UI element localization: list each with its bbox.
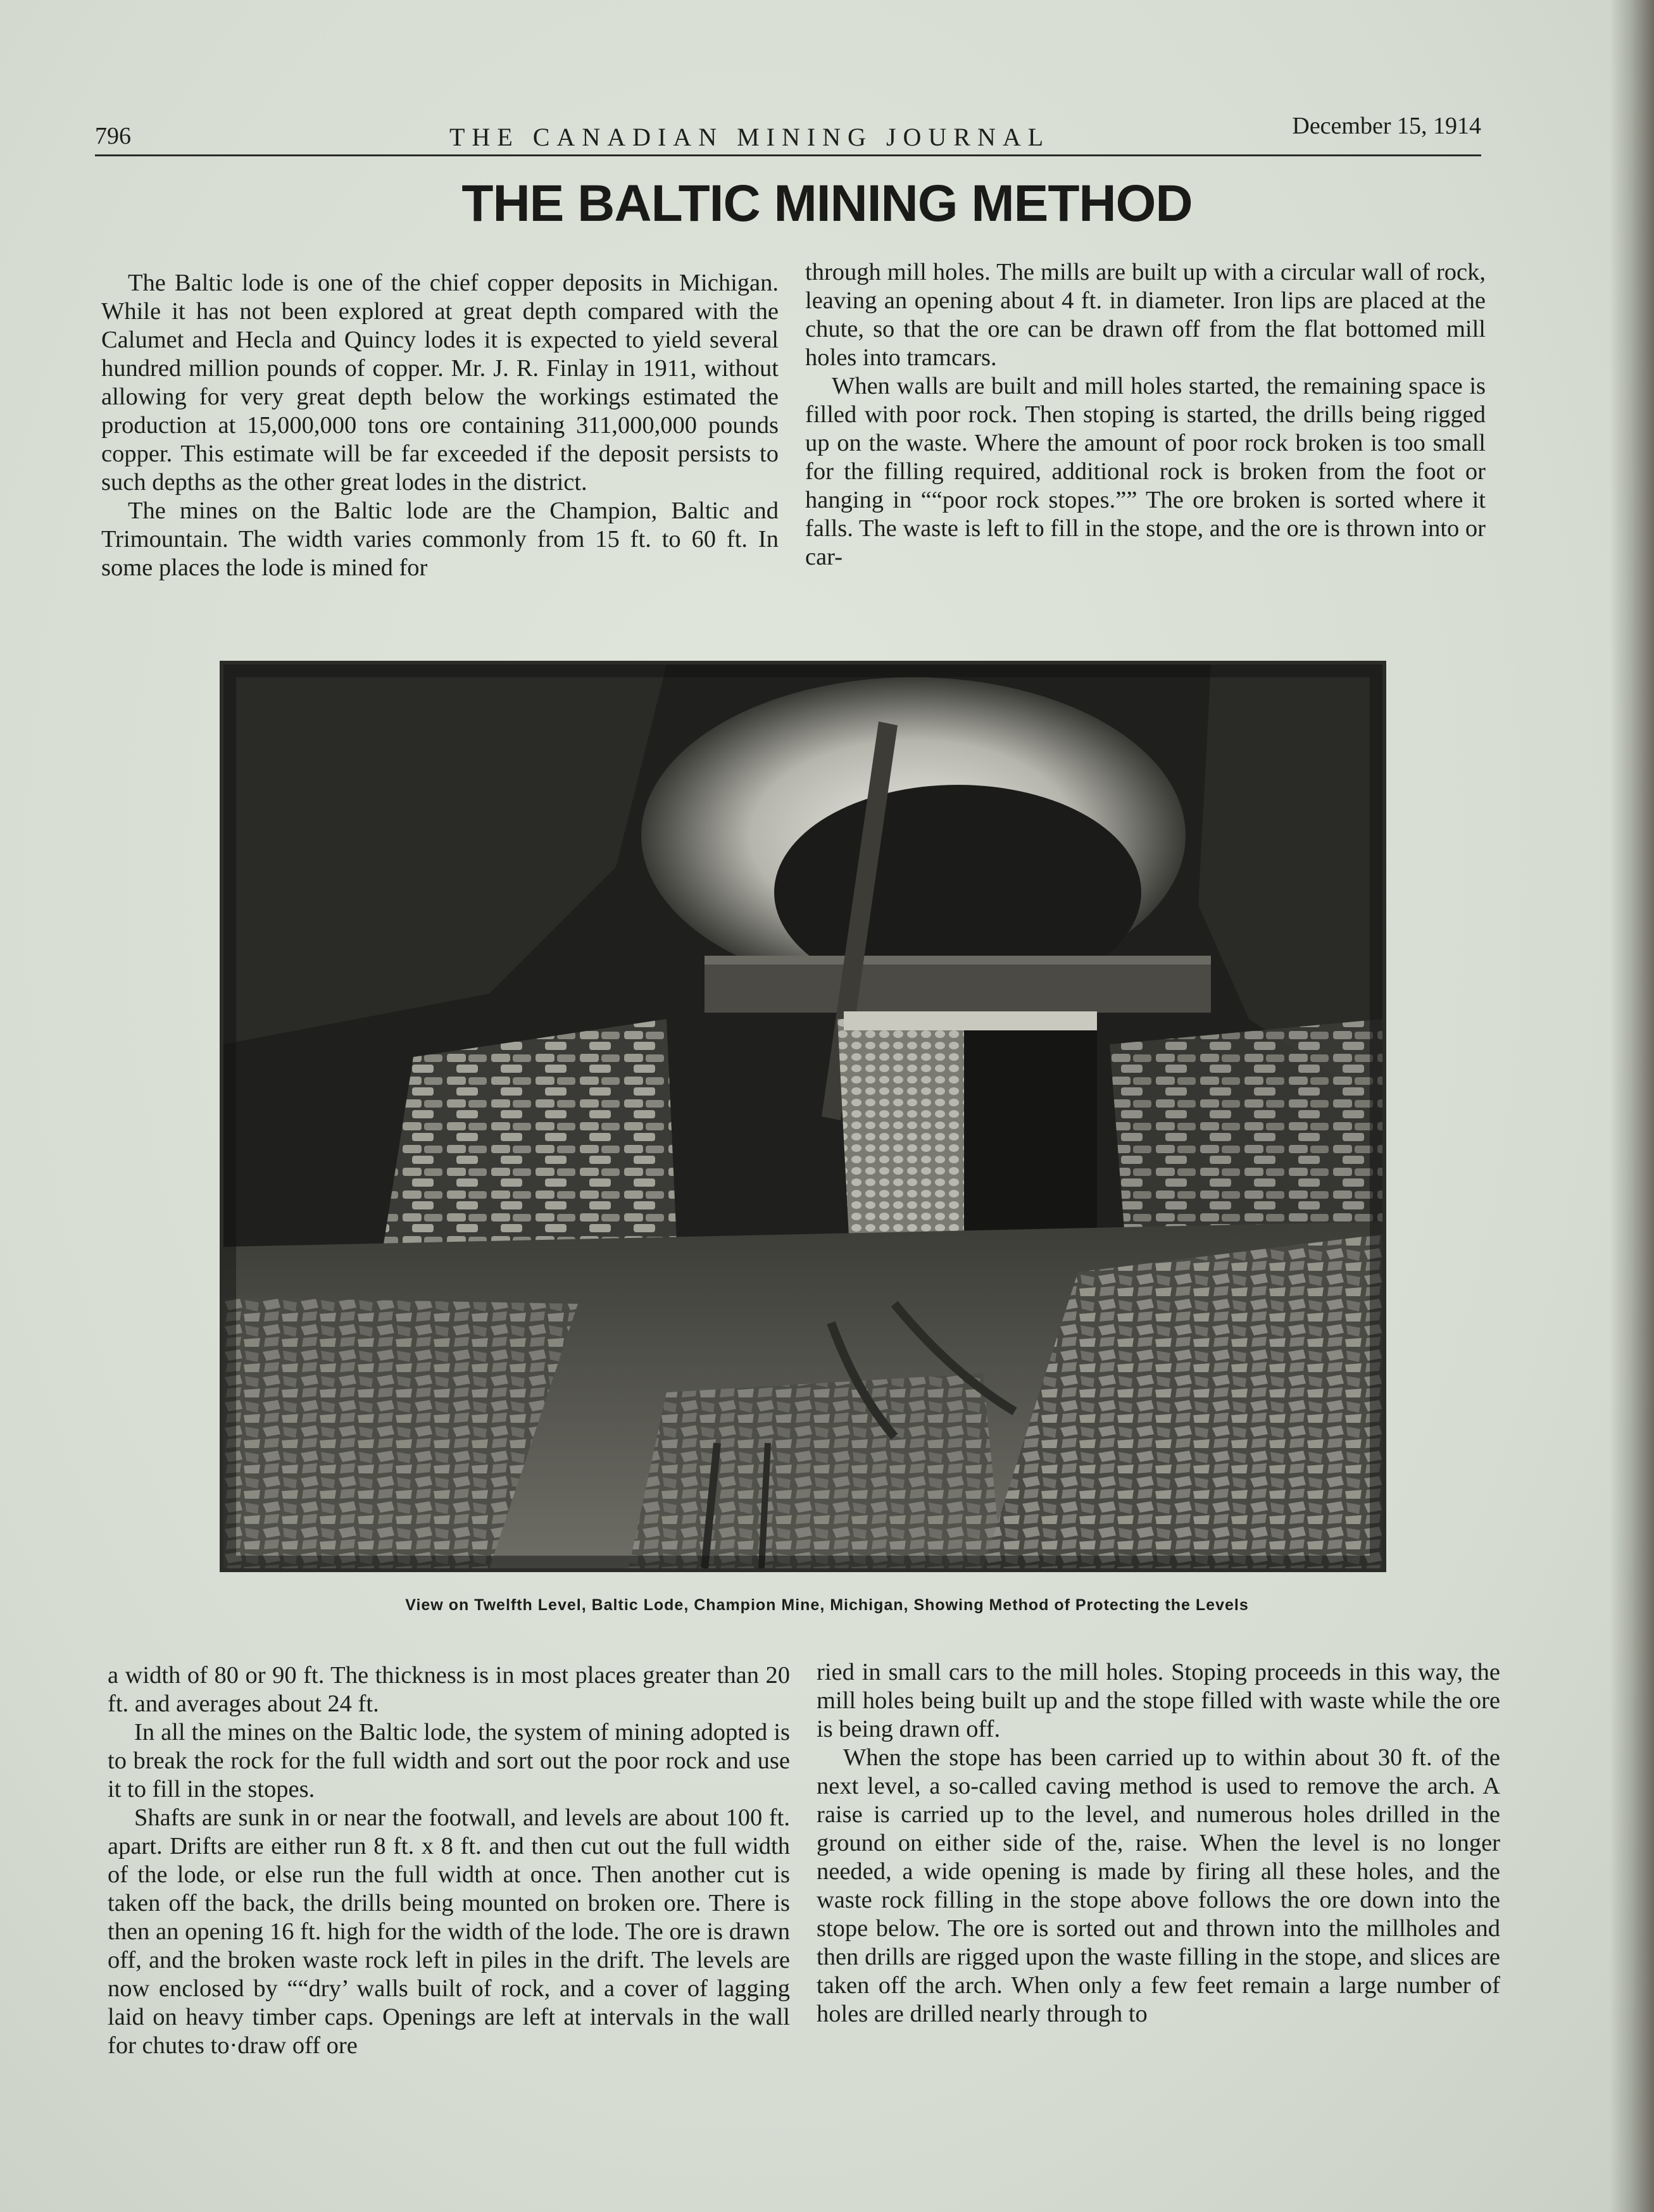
book-spine-shadow (1610, 0, 1654, 2212)
photo-illustration (223, 665, 1382, 1568)
article-title: THE BALTIC MINING METHOD (461, 175, 1193, 232)
column-top-right (805, 258, 1486, 572)
paragraph: When walls are built and mill holes started, the remaining space is filled with poor rock. Then stoping is started, the drills being rigged up on the waste. Where the amount of poor rock broken is too small for the filling required, additional rock is broken from the foot or hanging in ““poor rock stopes.”” The ore broken is sorted where it falls. The waste is left to fill in the stope, and the ore is thrown into or car- (805, 373, 1486, 570)
column-bottom-left (108, 1661, 790, 2060)
paragraph: through mill holes. The mills are built up with a circular wall of rock, leaving an opening about 4 ft. in diameter. Iron lips are placed at the chute, so that the ore can be drawn off from the flat bottomed mill holes into tramcars. (805, 259, 1486, 371)
paragraph: Shafts are sunk in or near the footwall, and levels are about 100 ft. apart. Drifts are either run 8 ft. x 8 ft. and then cut out the full width of the lode, or else run the full width at once. Then another cut is taken off the back, the drills being mounted on broken ore. There is then an opening 16 ft. high for the width of the lode. The ore is drawn off, and the broken waste rock left in piles in the drift. The levels are now enclosed by ““dry’ walls built of rock, and a cover of lagging laid on heavy timber caps. Openings are left at intervals in the wall for chutes to·draw off ore (108, 1804, 790, 2059)
paragraph: In all the mines on the Baltic lode, the system of mining adopted is to break the rock for the full width and sort out the poor rock and use it to fill in the stopes. (108, 1719, 790, 1803)
column-bottom-right (817, 1658, 1500, 2028)
paragraph: ried in small cars to the mill holes. Stoping proceeds in this way, the mill holes being built up and the stope filled with waste while the ore is being drawn off. (817, 1659, 1500, 1742)
header-rule (95, 154, 1481, 156)
paragraph: When the stope has been carried up to within about 30 ft. of the next level, a so-called caving method is used to remove the arch. A raise is carried up to the level, and numerous holes drilled in the ground on either side of the, raise. When the level is no longer needed, a wide opening is made by firing all these holes, and the waste rock filling in the stope above follows the ore down into the stope below. The ore is sorted out and thrown into the millholes and then drills are rigged upon the waste filling in the stope, and slices are taken off the arch. When only a few feet remain a large number of holes are drilled nearly through to (817, 1744, 1500, 2027)
photo-caption: View on Twelfth Level, Baltic Lode, Champion Mine, Michigan, Showing Method of Protecting the Levels (405, 1596, 1249, 1614)
running-header (95, 111, 1481, 155)
page-number: 796 (95, 123, 131, 149)
journal-title: THE CANADIAN MINING JOURNAL (449, 123, 1051, 151)
mine-level-photograph (220, 661, 1386, 1572)
paragraph: a width of 80 or 90 ft. The thickness is in most places greater than 20 ft. and averages about 24 ft. (108, 1662, 790, 1717)
paragraph: The mines on the Baltic lode are the Champion, Baltic and Trimountain. The width varies commonly from 15 ft. to 60 ft. In some places the lode is mined for (101, 497, 779, 581)
paragraph: The Baltic lode is one of the chief copper deposits in Michigan. While it has not been explored at great depth compared with the Calumet and Hecla and Quincy lodes it is expected to yield several hundred million pounds of copper. Mr. J. R. Finlay in 1911, without allowing for very great depth below the workings estimated the production at 15,000,000 tons ore containing 311,000,000 pounds copper. This estimate will be far exceeded if the deposit persists to such depths as the other great lodes in the district. (101, 270, 779, 496)
column-top-left (101, 269, 779, 582)
issue-date: December 15, 1914 (1292, 113, 1481, 139)
